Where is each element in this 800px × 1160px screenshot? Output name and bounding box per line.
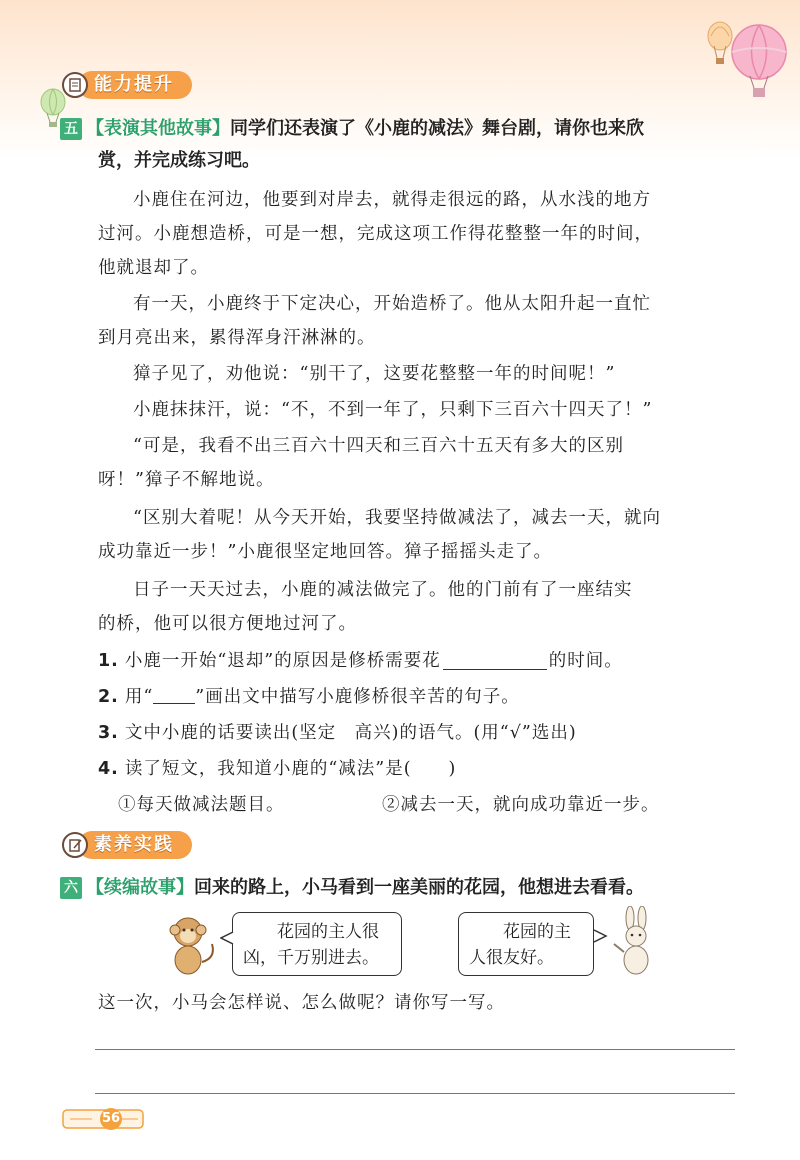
notebook-icon [62, 72, 88, 98]
story-line: 獐子见了，劝他说：“别干了，这要花整整一年的时间呢！” [133, 364, 616, 384]
exercise-4 [98, 754, 456, 784]
writing-line[interactable] [95, 1049, 735, 1050]
question-text: 回来的路上，小马看到一座美丽的花园，他想进去看看。 [194, 877, 644, 898]
underline-sample [153, 685, 195, 704]
pink-balloon-icon [728, 24, 790, 102]
question-prompt [60, 873, 644, 903]
exercise-4-option-2[interactable] [382, 790, 660, 820]
question-text: 赏，并完成练习吧。 [98, 150, 260, 171]
question-prompt-cont [98, 146, 260, 176]
exercise-number: 4. [98, 759, 119, 779]
story-paragraph [98, 287, 738, 355]
exercise-text: 小鹿一开始“退却”的原因是修桥需要花 [124, 651, 441, 671]
speech-bubble-monkey [232, 912, 402, 976]
story-line: 到月亮出来，累得浑身汗淋淋的。 [98, 328, 376, 348]
page-number: 56 [100, 1108, 122, 1130]
story-line: “区别大着呢！从今天开始，我要坚持做减法了，减去一天，就向 [133, 508, 661, 528]
story-line: 呀！”獐子不解地说。 [98, 470, 275, 490]
bubble-tail [220, 930, 234, 946]
question-number: 六 [60, 877, 82, 899]
story-paragraph [98, 357, 738, 391]
story-paragraph [98, 573, 738, 641]
question-text: 同学们还表演了《小鹿的减法》舞台剧，请你也来欣 [230, 118, 644, 139]
bubble-text: 凶，千万别进去。 [243, 948, 379, 968]
bubble-text: 花园的主人很 [277, 922, 379, 942]
story-line: 小鹿住在河边，他要到对岸去，就得走很远的路，从水浅的地方 [133, 190, 651, 210]
story-line: 的桥，他可以很方便地过河了。 [98, 614, 357, 634]
option-text: ①每天做减法题目。 [118, 795, 285, 815]
section-tag-practice [62, 830, 192, 860]
question-tag: 【表演其他故事】 [86, 118, 230, 139]
story-paragraph [98, 501, 738, 569]
question-prompt [60, 114, 644, 144]
exercise-1 [98, 646, 623, 676]
exercise-number: 3. [98, 723, 119, 743]
story-line: 小鹿抹抹汗，说：“不，不到一年了，只剩下三百六十四天了！” [133, 400, 653, 420]
exercise-number: 1. [98, 651, 119, 671]
story-line: 有一天，小鹿终于下定决心，开始造桥了。他从太阳升起一直忙 [133, 294, 651, 314]
section-title: 能力提升 [78, 71, 192, 99]
story-line: 日子一天天过去，小鹿的减法做完了。他的门前有了一座结实 [133, 580, 633, 600]
monkey-icon [160, 912, 220, 978]
question-number: 五 [60, 118, 82, 140]
exercise-text: 的时间。 [548, 651, 623, 671]
bubble-text: 花园的主 [503, 922, 571, 942]
exercise-text: ”画出文中描写小鹿修桥很辛苦的句子。 [195, 687, 520, 707]
story-paragraph [98, 429, 738, 497]
instruction-text: 这一次，小马会怎样说、怎么做呢？请你写一写。 [98, 993, 505, 1013]
bubble-tail [592, 928, 608, 944]
story-line: 成功靠近一步！”小鹿很坚定地回答。獐子摇摇头走了。 [98, 542, 552, 562]
story-line: 过河。小鹿想造桥，可是一想，完成这项工作得花整整一年的时间， [98, 224, 653, 244]
exercise-text[interactable]: 文中小鹿的话要读出(坚定 高兴)的语气。(用“√”选出) [124, 723, 577, 743]
writing-line[interactable] [95, 1093, 735, 1094]
bubble-text: 人很友好。 [469, 948, 554, 968]
exercise-3 [98, 718, 577, 748]
option-text: ②减去一天，就向成功靠近一步。 [382, 795, 660, 815]
exercise-number: 2. [98, 687, 119, 707]
section-tag-ability [62, 70, 192, 100]
question-tag: 【续编故事】 [86, 877, 194, 898]
exercise-4-option-1[interactable] [118, 790, 285, 820]
rabbit-icon [612, 906, 664, 978]
pencil-note-icon [62, 832, 88, 858]
story-paragraph [98, 183, 738, 285]
exercise-text: 用“ [124, 687, 154, 707]
story-paragraph [98, 393, 738, 427]
story-line: 他就退却了。 [98, 258, 209, 278]
exercise-2 [98, 682, 520, 712]
speech-bubble-rabbit [458, 912, 594, 976]
story-line: “可是，我看不出三百六十四天和三百六十五天有多大的区别 [133, 436, 624, 456]
answer-blank[interactable] [443, 649, 547, 670]
section-title: 素养实践 [78, 831, 192, 859]
exercise-text[interactable]: 读了短文，我知道小鹿的“减法”是( ) [124, 759, 457, 779]
writing-instruction [98, 988, 505, 1018]
